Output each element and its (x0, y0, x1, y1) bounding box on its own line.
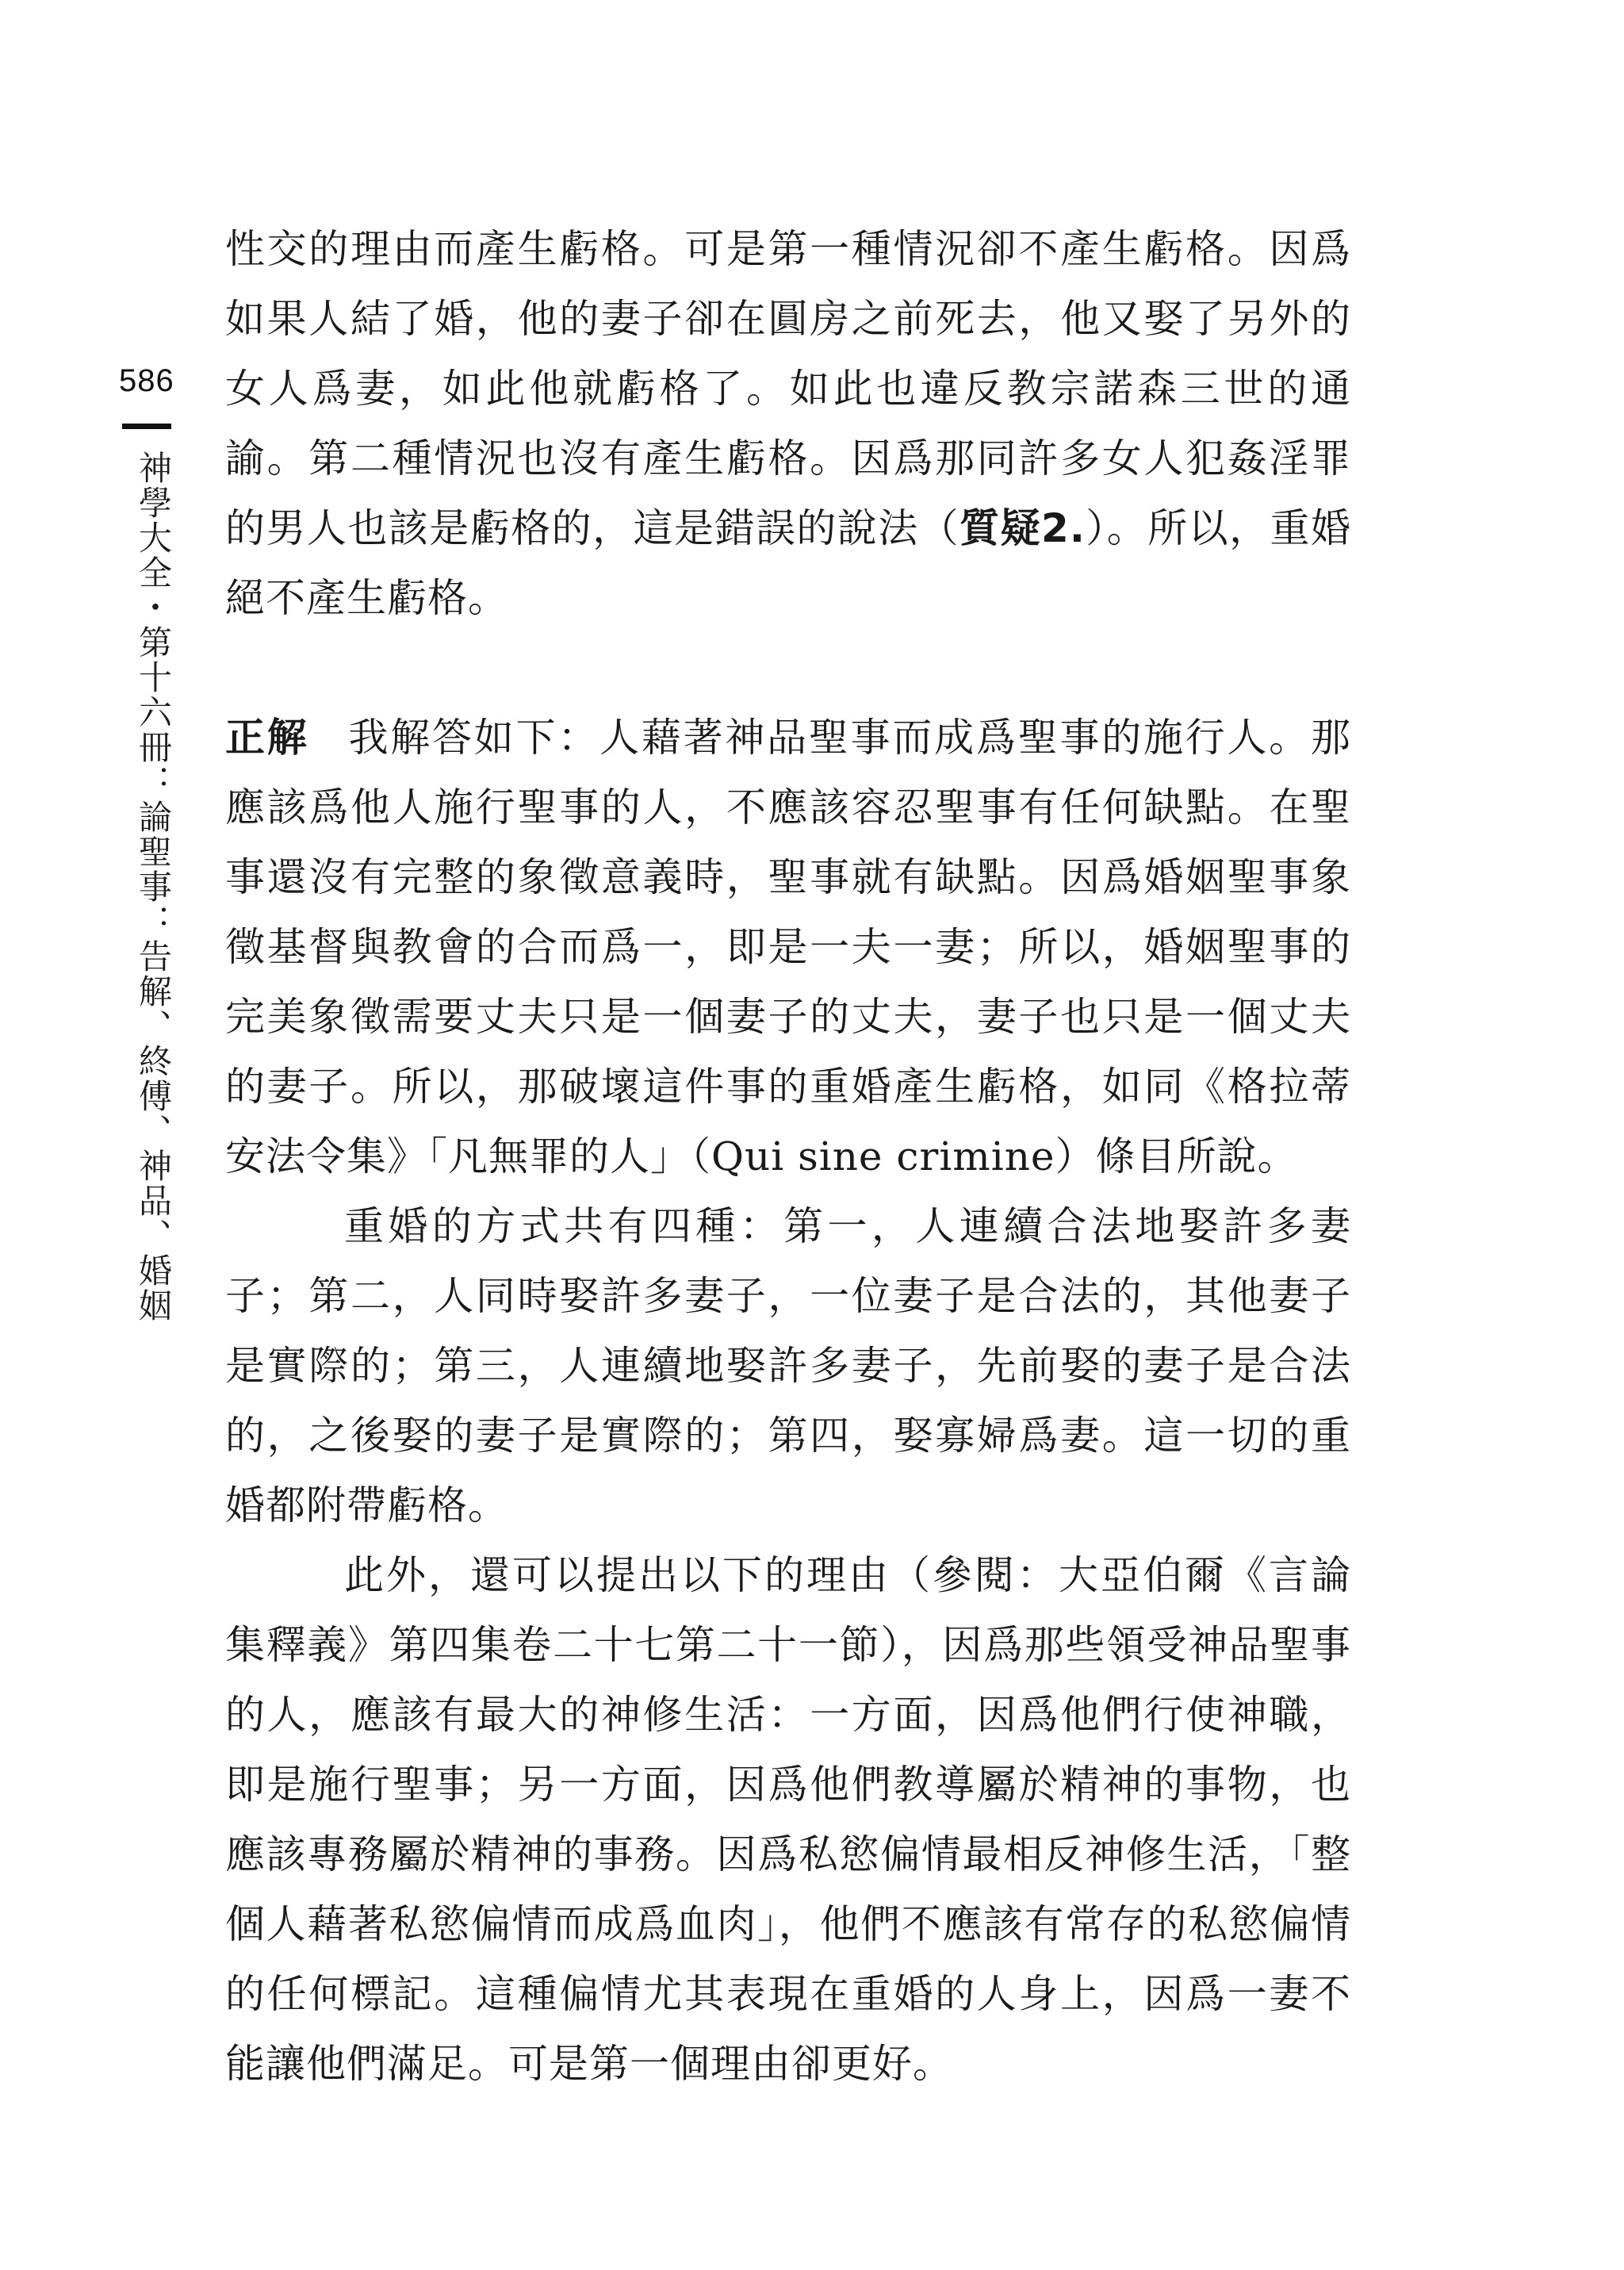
paragraph-4: 此外，還可以提出以下的理由（參閱：大亞伯爾《言論集釋義》第四集卷二十七第二十一節），因爲那些領受神品聖事的人，應該有最大的神修生活：一方面，因爲他們行使神職，即是施行聖事；另一方面，因爲他們教導屬於精神的事物，也應該專務屬於精神的事務。因爲私慾偏情最相反神修生活，「整個人藉著私慾偏情而成爲血肉」，他們不應該有常存的私慾偏情的任何標記。這種偏情尤其表現在重婚的人身上，因爲一妻不能讓他們滿足。可是第一個理由卻更好。 (225, 1552, 1351, 2087)
paragraph-1-end: ）。所以，重婚絕不產生虧格。 (225, 505, 1352, 621)
running-head-rule (122, 424, 171, 429)
solution-heading: 正解 (225, 715, 309, 761)
running-head: 神學大全・第十六冊：論聖事：告解、終傅、神品、婚姻 (134, 451, 173, 1323)
paragraph-2 (225, 703, 1351, 1191)
paragraph-1 (225, 214, 1351, 633)
paragraph-2-text: 我解答如下：人藉著神品聖事而成爲聖事的施行人。那應該爲他人施行聖事的人，不應該容忍聖事有任何缺點。在聖事還沒有完整的象徵意義時，聖事就有缺點。因爲婚姻聖事象徵基督與教會的合而爲一，即是一夫一妻；所以，婚姻聖事的完美象徵需要丈夫只是一個妻子的丈夫，妻子也只是一個丈夫的妻子。所以，那破壞這件事的重婚產生虧格，如同《格拉蒂安法令集》「凡無罪的人」（Qui sine crimine）條目所說。 (225, 715, 1352, 1179)
objection-reference: 質疑2. (959, 505, 1086, 551)
paragraph-gap (225, 633, 1351, 703)
paragraph-3: 重婚的方式共有四種：第一，人連續合法地娶許多妻子；第二，人同時娶許多妻子，一位妻子是合法的，其他妻子是實際的；第三，人連續地娶許多妻子，先前娶的妻子是合法的，之後娶的妻子是實際的；第四，娶寡婦爲妻。這一切的重婚都附帶虧格。 (225, 1203, 1351, 1528)
body-text (225, 214, 1351, 2099)
page-number: 586 (119, 363, 174, 398)
paragraph-1-text: 性交的理由而產生虧格。可是第一種情況卻不產生虧格。因爲如果人結了婚，他的妻子卻在圓房之前死去，他又娶了另外的女人爲妻，如此他就虧格了。如此也違反教宗諾森三世的通諭。第二種情況也沒有產生虧格。因爲那同許多女人犯姦淫罪的男人也該是虧格的，這是錯誤的說法（ (225, 226, 1351, 551)
